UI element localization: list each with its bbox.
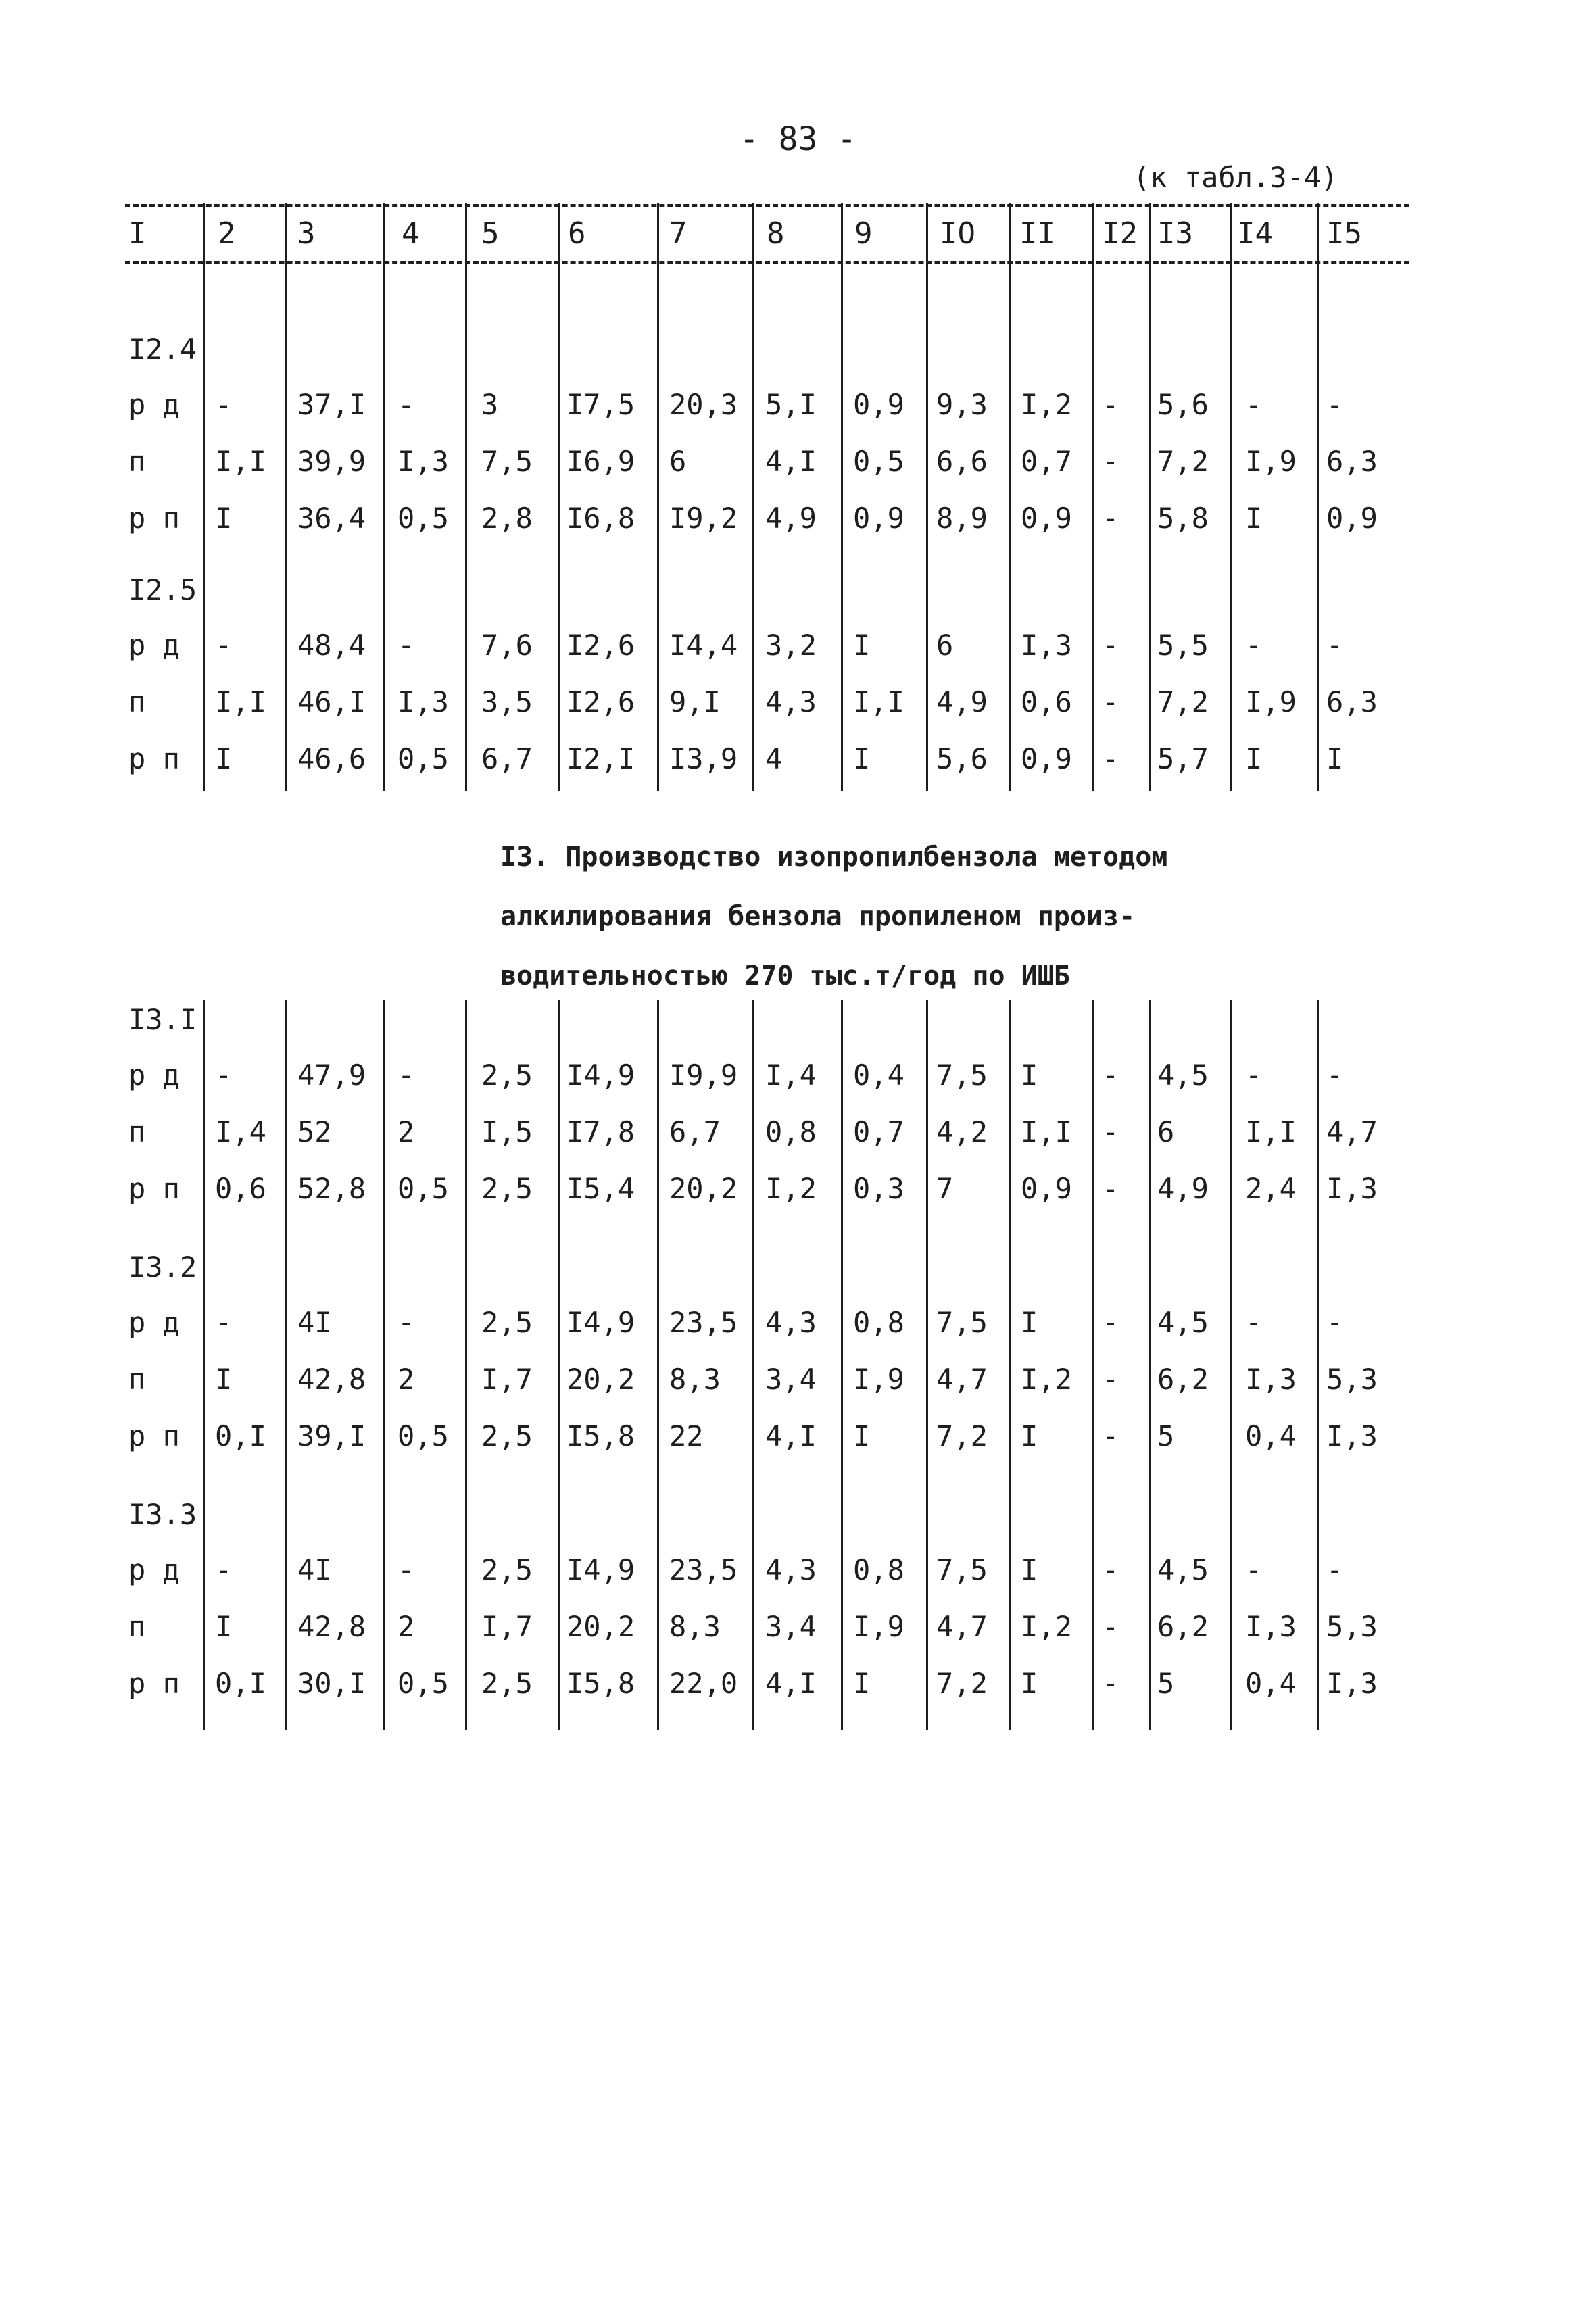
table-cell: 4,I (765, 1667, 817, 1700)
table-cell: 0,9 (853, 502, 904, 535)
row-label: р п (128, 742, 180, 775)
table-cell: 39,I (297, 1419, 366, 1453)
table-cell: 4,3 (765, 1306, 817, 1339)
table-cell: I,3 (1021, 629, 1072, 662)
table-cell: 7,2 (1157, 685, 1209, 718)
column-separator (926, 203, 928, 791)
table-cell: - (1102, 1610, 1119, 1643)
table-cell: 7,6 (481, 629, 533, 662)
table-cell: 7,5 (481, 445, 533, 478)
column-separator (465, 1000, 467, 1730)
table-cell: 47,9 (297, 1058, 366, 1092)
table-cell: 20,2 (669, 1172, 738, 1205)
column-header: 7 (669, 216, 687, 251)
column-header: 5 (481, 216, 500, 251)
column-header: I3 (1157, 216, 1193, 251)
table-cell: 46,I (297, 685, 366, 718)
row-label: р п (128, 502, 180, 535)
table-cell: 6 (936, 629, 954, 662)
table-cell: - (1326, 1553, 1344, 1586)
header-top-rule (125, 204, 1409, 207)
row-label: р д (128, 629, 180, 662)
table-cell: 5,8 (1157, 502, 1209, 535)
table-cell: I (853, 629, 871, 662)
column-separator (1230, 1000, 1232, 1730)
table-cell: I2,I (566, 742, 635, 775)
row-label: р п (128, 1667, 180, 1700)
table-cell: 5,7 (1157, 742, 1209, 775)
column-header: I (128, 216, 147, 251)
table-cell: - (1102, 629, 1119, 662)
table-cell: I4,9 (566, 1306, 635, 1339)
table-cell: 2,5 (481, 1172, 533, 1205)
table-cell: 0,7 (853, 1115, 904, 1148)
table-cell: I,3 (1326, 1667, 1378, 1700)
table-cell: I (1021, 1419, 1038, 1453)
table-cell: 4,3 (765, 685, 817, 718)
table-cell: 0,7 (1021, 445, 1072, 478)
table-cell: 5 (1157, 1667, 1175, 1700)
table-cell: - (1326, 388, 1344, 421)
table-cell: I2,6 (566, 685, 635, 718)
table-cell: 23,5 (669, 1306, 738, 1339)
table-cell: 4,I (765, 1419, 817, 1453)
table-cell: I,I (853, 685, 904, 718)
column-header: I5 (1326, 216, 1362, 251)
column-separator (1092, 1000, 1094, 1730)
table-cell: 4,5 (1157, 1058, 1209, 1092)
group-code: I3.2 (128, 1250, 197, 1284)
column-header: 9 (854, 216, 873, 251)
table-cell: I,3 (1245, 1610, 1297, 1643)
table-cell: 23,5 (669, 1553, 738, 1586)
table-cell: 46,6 (297, 742, 366, 775)
column-separator (1009, 203, 1011, 791)
table-cell: - (215, 388, 233, 421)
table-cell: - (1102, 1419, 1119, 1453)
table-cell: 7 (936, 1172, 954, 1205)
table-cell: - (1102, 388, 1119, 421)
column-separator (1317, 203, 1319, 791)
table-cell: I (1245, 502, 1263, 535)
table-cell: 2 (397, 1610, 415, 1643)
table-cell: I (1021, 1058, 1038, 1092)
column-header: 6 (568, 216, 586, 251)
column-separator (752, 1000, 754, 1730)
column-header: I4 (1237, 216, 1273, 251)
table-cell: I,7 (481, 1363, 533, 1396)
table-cell: 42,8 (297, 1610, 366, 1643)
column-separator (285, 1000, 287, 1730)
column-separator (558, 203, 560, 791)
column-separator (383, 203, 385, 791)
table-cell: 30,I (297, 1667, 366, 1700)
column-header: I2 (1102, 216, 1138, 251)
table-cell: 52,8 (297, 1172, 366, 1205)
column-separator (657, 203, 659, 791)
row-label: р д (128, 1306, 180, 1339)
column-separator (1149, 203, 1151, 791)
table-cell: I,5 (481, 1115, 533, 1148)
table-cell: 0,8 (853, 1306, 904, 1339)
table-cell: I (215, 502, 233, 535)
table-cell: 4,9 (1157, 1172, 1209, 1205)
table-cell: - (397, 629, 415, 662)
table-cell: 7,5 (936, 1058, 988, 1092)
table-cell: I (1021, 1306, 1038, 1339)
table-cell: 20,2 (566, 1610, 635, 1643)
table-cell: 2 (397, 1363, 415, 1396)
table-cell: 2,5 (481, 1306, 533, 1339)
table-cell: 0,5 (397, 1172, 449, 1205)
table-cell: I5,8 (566, 1419, 635, 1453)
table-reference: (к табл.3-4) (1133, 161, 1338, 194)
table-cell: I2,6 (566, 629, 635, 662)
table-cell: I (1021, 1553, 1038, 1586)
column-header: 8 (767, 216, 785, 251)
row-label: р д (128, 1553, 180, 1586)
table-cell: 4,9 (765, 502, 817, 535)
table-cell: 7,2 (936, 1419, 988, 1453)
table-cell: 0,3 (853, 1172, 904, 1205)
table-cell: - (1102, 1058, 1119, 1092)
table-cell: 6,7 (481, 742, 533, 775)
column-separator (558, 1000, 560, 1730)
table-cell: I7,5 (566, 388, 635, 421)
table-cell: 4I (297, 1306, 332, 1339)
table-cell: I,2 (1021, 1363, 1072, 1396)
table-cell: 5,6 (1157, 388, 1209, 421)
table-cell: 0,8 (853, 1553, 904, 1586)
table-cell: I5,4 (566, 1172, 635, 1205)
table-cell: 6 (669, 445, 687, 478)
table-cell: 2,5 (481, 1667, 533, 1700)
table-cell: 0,5 (397, 1419, 449, 1453)
column-separator (657, 1000, 659, 1730)
table-cell: - (1245, 1553, 1263, 1586)
table-cell: - (1245, 629, 1263, 662)
table-cell: I,9 (1245, 685, 1297, 718)
table-cell: 0,4 (1245, 1419, 1297, 1453)
table-cell: I,9 (853, 1610, 904, 1643)
table-cell: 3,2 (765, 629, 817, 662)
table-cell: - (1102, 685, 1119, 718)
table-cell: 52 (297, 1115, 332, 1148)
row-label: р п (128, 1172, 180, 1205)
table-cell: 6,6 (936, 445, 988, 478)
column-separator (203, 203, 205, 791)
table-cell: 4,5 (1157, 1306, 1209, 1339)
table-cell: I,3 (397, 685, 449, 718)
table-cell: I (1245, 742, 1263, 775)
column-separator (1230, 203, 1232, 791)
table-cell: 0,8 (765, 1115, 817, 1148)
table-cell: 4,9 (936, 685, 988, 718)
table-cell: - (1326, 1058, 1344, 1092)
table-cell: 8,3 (669, 1363, 721, 1396)
table-cell: I9,9 (669, 1058, 738, 1092)
table-cell: I,2 (765, 1172, 817, 1205)
column-header: 3 (297, 216, 316, 251)
table-cell: 6,3 (1326, 685, 1378, 718)
table-cell: 7,5 (936, 1306, 988, 1339)
table-cell: - (215, 1553, 233, 1586)
table-cell: - (1102, 1667, 1119, 1700)
table-cell: I7,8 (566, 1115, 635, 1148)
table-cell: I (853, 742, 871, 775)
table-cell: I9,2 (669, 502, 738, 535)
column-separator (841, 1000, 843, 1730)
column-header: 4 (402, 216, 420, 251)
table-cell: I,4 (765, 1058, 817, 1092)
column-header: 2 (218, 216, 236, 251)
table-cell: 5,6 (936, 742, 988, 775)
group-code: I3.3 (128, 1498, 197, 1531)
table-cell: 37,I (297, 388, 366, 421)
table-cell: I6,9 (566, 445, 635, 478)
table-cell: 2 (397, 1115, 415, 1148)
row-label: р п (128, 1419, 180, 1453)
table-cell: 3 (481, 388, 499, 421)
table-cell: 20,2 (566, 1363, 635, 1396)
table-cell: 0,9 (853, 388, 904, 421)
table-cell: 2,5 (481, 1419, 533, 1453)
table-cell: 8,9 (936, 502, 988, 535)
table-cell: 7,2 (936, 1667, 988, 1700)
column-header: II (1019, 216, 1055, 251)
table-cell: 0,5 (397, 742, 449, 775)
table-cell: I6,8 (566, 502, 635, 535)
table-cell: I,9 (1245, 445, 1297, 478)
table-cell: - (1102, 1172, 1119, 1205)
table-cell: 36,4 (297, 502, 366, 535)
table-cell: - (397, 1058, 415, 1092)
table-cell: 42,8 (297, 1363, 366, 1396)
table-cell: 5,5 (1157, 629, 1209, 662)
row-label: р д (128, 1058, 180, 1092)
column-separator (465, 203, 467, 791)
column-separator (841, 203, 843, 791)
column-header: IO (940, 216, 975, 251)
table-cell: I,4 (215, 1115, 266, 1148)
table-cell: 4,7 (1326, 1115, 1378, 1148)
table-cell: I,I (1021, 1115, 1072, 1148)
group-code: I2.5 (128, 573, 197, 606)
table-cell: 4 (765, 742, 783, 775)
table-cell: 39,9 (297, 445, 366, 478)
group-code: I3.I (128, 1003, 197, 1036)
row-label: п (128, 1115, 146, 1148)
table-cell: 0,6 (1021, 685, 1072, 718)
table-cell: - (1102, 1115, 1119, 1148)
table-cell: 5,I (765, 388, 817, 421)
table-cell: I (215, 1363, 233, 1396)
table-cell: 0,I (215, 1419, 266, 1453)
table-cell: 6 (1157, 1115, 1175, 1148)
table-cell: - (397, 388, 415, 421)
table-cell: - (1245, 388, 1263, 421)
row-label: р д (128, 388, 180, 421)
table-cell: I4,4 (669, 629, 738, 662)
table-cell: - (1326, 1306, 1344, 1339)
table-cell: 4,7 (936, 1610, 988, 1643)
table-cell: I,3 (397, 445, 449, 478)
row-label: п (128, 445, 146, 478)
table-cell: 0,9 (1021, 502, 1072, 535)
table-cell: 4,5 (1157, 1553, 1209, 1586)
page-number: - 83 - (739, 120, 857, 158)
table-cell: - (1102, 1306, 1119, 1339)
table-cell: 3,4 (765, 1363, 817, 1396)
table-cell: 6,2 (1157, 1610, 1209, 1643)
table-cell: 0,4 (853, 1058, 904, 1092)
column-separator (752, 203, 754, 791)
table-cell: 6,2 (1157, 1363, 1209, 1396)
table-cell: - (1102, 1553, 1119, 1586)
table-cell: I,7 (481, 1610, 533, 1643)
table-cell: 0,5 (397, 502, 449, 535)
table-cell: I5,8 (566, 1667, 635, 1700)
table-cell: - (215, 629, 233, 662)
table-cell: I (215, 1610, 233, 1643)
row-label: п (128, 1610, 146, 1643)
column-separator (203, 1000, 205, 1730)
table-cell: 9,3 (936, 388, 988, 421)
column-separator (1092, 203, 1094, 791)
table-cell: 48,4 (297, 629, 366, 662)
table-cell: I4,9 (566, 1058, 635, 1092)
table-cell: I (1326, 742, 1344, 775)
table-cell: 6,3 (1326, 445, 1378, 478)
table-cell: - (1245, 1058, 1263, 1092)
table-cell: I,I (1245, 1115, 1297, 1148)
table-cell: 7,2 (1157, 445, 1209, 478)
table-cell: - (1102, 445, 1119, 478)
table-cell: 7,5 (936, 1553, 988, 1586)
table-cell: - (1102, 1363, 1119, 1396)
table-cell: 2,5 (481, 1553, 533, 1586)
heading-line: I3. Производство изопропилбензола методом (500, 842, 1168, 873)
table-cell: I,9 (853, 1363, 904, 1396)
table-cell: 4,7 (936, 1363, 988, 1396)
column-separator (1317, 1000, 1319, 1730)
table-cell: 4,I (765, 445, 817, 478)
table-cell: 0,5 (853, 445, 904, 478)
table-cell: 9,I (669, 685, 721, 718)
table-cell: 0,9 (1021, 742, 1072, 775)
heading-line: водительностью 270 тыс.т/год по ИШБ (500, 960, 1070, 992)
table-cell: 6,7 (669, 1115, 721, 1148)
table-cell: 4,2 (936, 1115, 988, 1148)
table-cell: 8,3 (669, 1610, 721, 1643)
table-cell: - (215, 1306, 233, 1339)
table-cell: - (215, 1058, 233, 1092)
header-bottom-rule (125, 261, 1409, 264)
table-cell: 2,4 (1245, 1172, 1297, 1205)
table-cell: 5,3 (1326, 1363, 1378, 1396)
table-cell: 0,I (215, 1667, 266, 1700)
table-cell: 5 (1157, 1419, 1175, 1453)
table-cell: I (1021, 1667, 1038, 1700)
table-cell: I,2 (1021, 388, 1072, 421)
column-separator (1149, 1000, 1151, 1730)
table-cell: I,I (215, 445, 266, 478)
row-label: п (128, 1363, 146, 1396)
table-cell: 0,4 (1245, 1667, 1297, 1700)
table-cell: 2,5 (481, 1058, 533, 1092)
table-cell: 3,5 (481, 685, 533, 718)
table-cell: 22,0 (669, 1667, 738, 1700)
row-label: п (128, 685, 146, 718)
table-cell: - (1245, 1306, 1263, 1339)
column-separator (383, 1000, 385, 1730)
table-cell: - (1102, 742, 1119, 775)
section-13-heading (500, 827, 1167, 1006)
table-cell: I (215, 742, 233, 775)
table-cell: 4I (297, 1553, 332, 1586)
table-cell: I (853, 1419, 871, 1453)
heading-line: алкилирования бензола пропиленом произ- (500, 901, 1136, 932)
table-cell: 0,9 (1326, 502, 1378, 535)
table-cell: 20,3 (669, 388, 738, 421)
table-cell: - (1326, 629, 1344, 662)
table-cell: 0,5 (397, 1667, 449, 1700)
table-cell: I,I (215, 685, 266, 718)
table-cell: 4,3 (765, 1553, 817, 1586)
column-separator (1009, 1000, 1011, 1730)
table-cell: I,3 (1326, 1419, 1378, 1453)
table-cell: 3,4 (765, 1610, 817, 1643)
column-separator (926, 1000, 928, 1730)
table-cell: 0,6 (215, 1172, 266, 1205)
table-cell: - (1102, 502, 1119, 535)
table-cell: 2,8 (481, 502, 533, 535)
table-cell: I (853, 1667, 871, 1700)
table-cell: 5,3 (1326, 1610, 1378, 1643)
table-cell: I3,9 (669, 742, 738, 775)
table-cell: 0,9 (1021, 1172, 1072, 1205)
table-cell: I4,9 (566, 1553, 635, 1586)
table-cell: I,3 (1245, 1363, 1297, 1396)
table-cell: 22 (669, 1419, 704, 1453)
table-cell: I,2 (1021, 1610, 1072, 1643)
table-cell: - (397, 1553, 415, 1586)
table-cell: I,3 (1326, 1172, 1378, 1205)
group-code: I2.4 (128, 333, 197, 366)
column-separator (285, 203, 287, 791)
table-cell: - (397, 1306, 415, 1339)
